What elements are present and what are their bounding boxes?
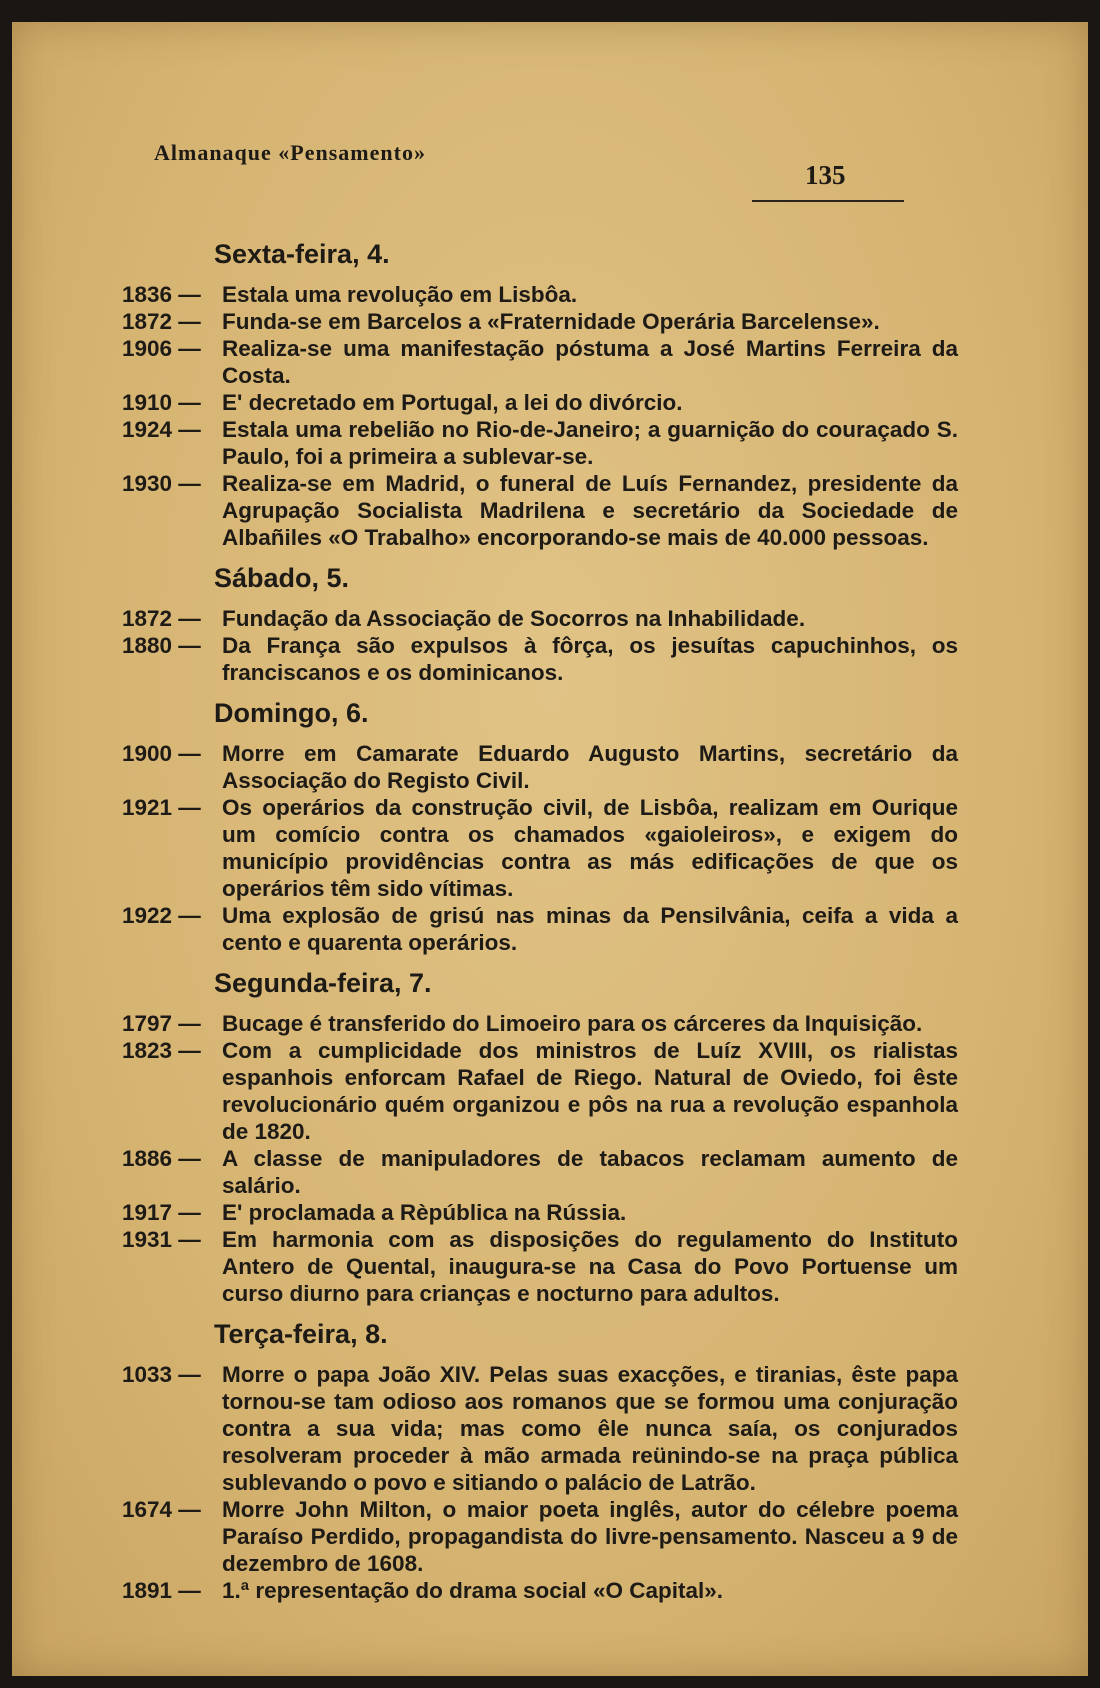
entry-year: 1930 — bbox=[122, 471, 201, 496]
day-heading: Sexta-feira, 4. bbox=[214, 239, 390, 269]
entry-text: Fundação da Associação de Socorros na Inhabilidade. bbox=[222, 606, 806, 631]
entry-text: Realiza-se em Madrid, o funeral de Luís Fernandez, presidente da Agrupação Socialista Madrilena e secretário da Sociedade de Albañiles «O Trabalho» encorporando-se mais de 40.000 pessoas. bbox=[222, 471, 958, 550]
entry-year: 1836 — bbox=[122, 282, 201, 307]
entry-year: 1924 — bbox=[122, 417, 201, 442]
entry bbox=[122, 416, 958, 470]
entry-text: Morre em Camarate Eduardo Augusto Martins, secretário da Associação do Registo Civil. bbox=[222, 741, 958, 793]
entry-year: 1823 — bbox=[122, 1038, 201, 1063]
entry-text: Bucage é transferido do Limoeiro para os cárceres da Inquisição. bbox=[222, 1011, 923, 1036]
entry-text: E' proclamada a Rèpública na Rússia. bbox=[222, 1200, 627, 1225]
entry bbox=[122, 308, 958, 335]
entry bbox=[122, 1037, 958, 1145]
entry bbox=[122, 902, 958, 956]
header-rule bbox=[752, 200, 904, 202]
day-heading: Terça-feira, 8. bbox=[214, 1319, 388, 1349]
entry-text: 1.ª representação do drama social «O Capital». bbox=[222, 1578, 724, 1603]
entry-text: Os operários da construção civil, de Lisbôa, realizam em Ourique um comício contra os chamados «gaioleiros», e exigem do município providências contra as más edificações de que os operários têm sido vítimas. bbox=[222, 795, 958, 901]
entry-year: 1910 — bbox=[122, 390, 201, 415]
entry-year: 1880 — bbox=[122, 633, 201, 658]
entry-text: Da França são expulsos à fôrça, os jesuítas capuchinhos, os franciscanos e os dominicanos. bbox=[222, 633, 958, 685]
entry-text: Em harmonia com as disposições do regulamento do Instituto Antero de Quental, inaugura-se na Casa do Povo Portuense um curso diurno para crianças e nocturno para adultos. bbox=[222, 1227, 958, 1306]
almanac-body bbox=[122, 227, 958, 1604]
entry bbox=[122, 281, 958, 308]
entry bbox=[122, 1496, 958, 1577]
entry-year: 1033 — bbox=[122, 1362, 201, 1387]
entry-year: 1922 — bbox=[122, 903, 201, 928]
page-number: 135 bbox=[805, 160, 846, 190]
entry bbox=[122, 794, 958, 902]
running-header: Almanaque «Pensamento» bbox=[154, 140, 426, 165]
entry-year: 1921 — bbox=[122, 795, 201, 820]
entry-text: Morre o papa João XIV. Pelas suas exacções, e tiranias, êste papa tornou-se tam odioso aos romanos que se formou uma conjuração contra a sua vida; mas como êle nunca saía, os conjurados resolveram proceder à mão armada reünindo-se na praça pública sublevando o povo e sitiando o palácio de Latrão. bbox=[222, 1362, 958, 1495]
entry bbox=[122, 335, 958, 389]
entry bbox=[122, 632, 958, 686]
entry bbox=[122, 470, 958, 551]
day-heading: Domingo, 6. bbox=[214, 698, 369, 728]
entry-year: 1872 — bbox=[122, 309, 201, 334]
entry bbox=[122, 1010, 958, 1037]
entry bbox=[122, 1145, 958, 1199]
entry-year: 1906 — bbox=[122, 336, 201, 361]
entry bbox=[122, 1199, 958, 1226]
day-heading: Segunda-feira, 7. bbox=[214, 968, 432, 998]
book-page bbox=[12, 22, 1088, 1676]
entry-year: 1917 — bbox=[122, 1200, 201, 1225]
entry bbox=[122, 1361, 958, 1496]
entry-text: Realiza-se uma manifestação póstuma a José Martins Ferreira da Costa. bbox=[222, 336, 958, 388]
entry bbox=[122, 740, 958, 794]
entry-text: Morre John Milton, o maior poeta inglês, autor do célebre poema Paraíso Perdido, propagandista do livre-pensamento. Nasceu a 9 de dezembro de 1608. bbox=[222, 1497, 958, 1576]
entry-year: 1674 — bbox=[122, 1497, 201, 1522]
entry-text: Estala uma revolução em Lisbôa. bbox=[222, 282, 578, 307]
entry-text: Uma explosão de grisú nas minas da Pensilvânia, ceifa a vida a cento e quarenta operários. bbox=[222, 903, 958, 955]
entry-year: 1891 — bbox=[122, 1578, 201, 1603]
entry-text: A classe de manipuladores de tabacos reclamam aumento de salário. bbox=[222, 1146, 958, 1198]
entry-year: 1797 — bbox=[122, 1011, 201, 1036]
day-heading: Sábado, 5. bbox=[214, 563, 350, 593]
entry-text: E' decretado em Portugal, a lei do divórcio. bbox=[222, 390, 683, 415]
entry bbox=[122, 1577, 958, 1604]
entry bbox=[122, 605, 958, 632]
entry-year: 1931 — bbox=[122, 1227, 201, 1252]
entry-year: 1900 — bbox=[122, 741, 201, 766]
entry-text: Com a cumplicidade dos ministros de Luíz XVIII, os rialistas espanhois enforcam Rafael de Riego. Natural de Oviedo, foi êste revolucionário quém organizou e pôs na rua a revolução espanhola de 1820. bbox=[222, 1038, 958, 1144]
entry-year: 1886 — bbox=[122, 1146, 201, 1171]
entry-text: Funda-se em Barcelos a «Fraternidade Operária Barcelense». bbox=[222, 309, 880, 334]
entry bbox=[122, 1226, 958, 1307]
entry-year: 1872 — bbox=[122, 606, 201, 631]
entry-text: Estala uma rebelião no Rio-de-Janeiro; a guarnição do couraçado S. Paulo, foi a primeira a sublevar-se. bbox=[222, 417, 958, 469]
entry bbox=[122, 389, 958, 416]
